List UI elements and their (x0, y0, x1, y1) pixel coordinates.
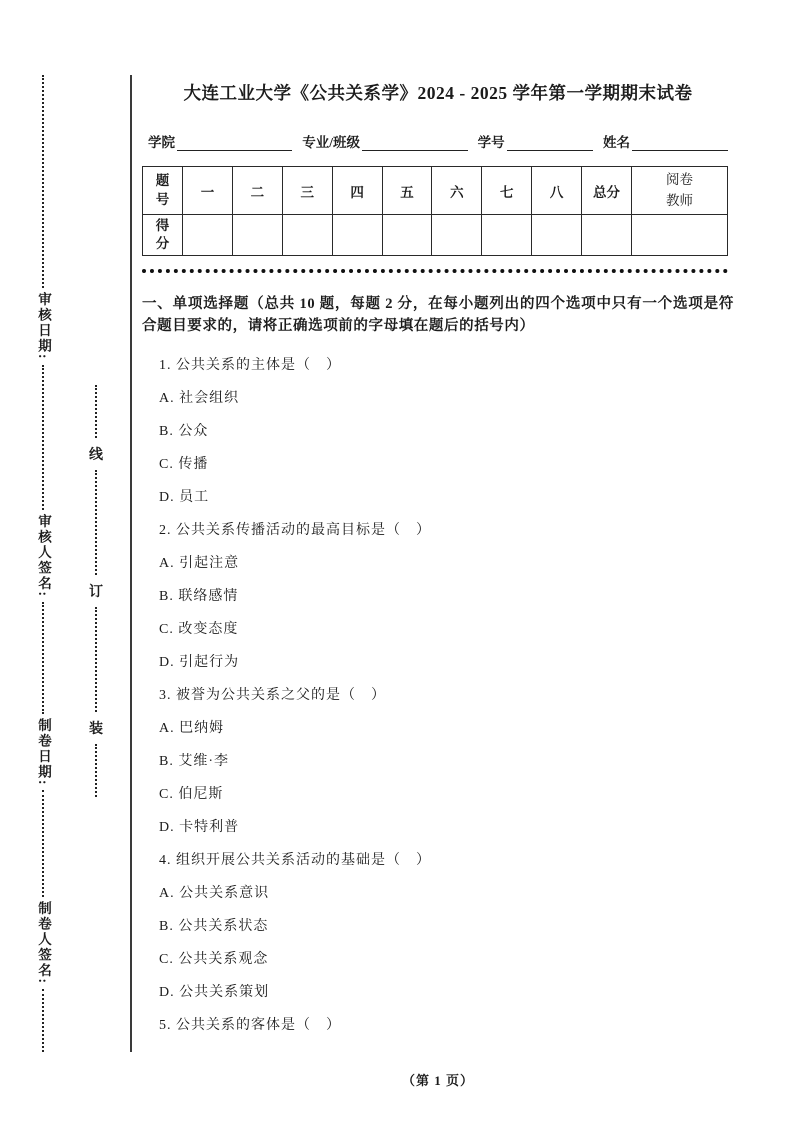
question-4-option-c: C. 公共关系观念 (159, 952, 269, 968)
question-3-option-a: A. 巴纳姆 (159, 721, 225, 737)
grader-cell (632, 215, 728, 256)
score-table (142, 166, 728, 256)
major-class-blank (362, 134, 468, 151)
col-one: 一 (183, 167, 233, 215)
score-cell (582, 215, 632, 256)
col-four: 四 (332, 167, 382, 215)
dotted-line-segment (95, 385, 97, 438)
col-three: 三 (282, 167, 332, 215)
score-table-score-row (143, 215, 728, 256)
dotted-line-segment (95, 607, 97, 712)
score-label: 得分 (143, 215, 183, 256)
page-title: 大连工业大学《公共关系学》2024 - 2025 学年第一学期期末试卷 (183, 83, 693, 103)
col-total: 总分 (582, 167, 632, 215)
question-1-option-d: D. 员工 (159, 490, 210, 506)
question-4-option-d: D. 公共关系策划 (159, 985, 270, 1001)
binding-line-column (84, 385, 108, 797)
page-number: （第 1 页） (401, 1073, 474, 1088)
name-label: 姓名 (602, 135, 630, 150)
question-4: 4. 组织开展公共关系活动的基础是（ ） (159, 853, 431, 869)
college-label: 学院 (148, 135, 175, 150)
exam-content (142, 80, 734, 1041)
question-2-option-a: A. 引起注意 (159, 556, 240, 572)
student-id-blank (507, 134, 593, 151)
grader-label: 阅卷教师 (632, 167, 728, 215)
score-cell (232, 215, 282, 256)
question-3: 3. 被誉为公共关系之父的是（ ） (159, 688, 386, 704)
dotted-line-segment (42, 989, 44, 1052)
question-3-option-d: D. 卡特利普 (159, 820, 240, 836)
student-id-label: 学号 (477, 135, 505, 150)
question-4-option-b: B. 公共关系状态 (159, 919, 269, 935)
name-blank (632, 134, 728, 151)
paper-maker-signature-label: 制卷人签名: (36, 900, 51, 985)
score-cell (532, 215, 582, 256)
question-5: 5. 公共关系的客体是（ ） (159, 1018, 341, 1034)
question-4-option-a: A. 公共关系意识 (159, 886, 270, 902)
dotted-line-segment (42, 602, 44, 714)
dotted-line-segment (95, 744, 97, 797)
dotted-line-segment (42, 790, 44, 897)
score-cell (332, 215, 382, 256)
question-2-option-d: D. 引起行为 (159, 655, 240, 671)
col-eight: 八 (532, 167, 582, 215)
score-cell (282, 215, 332, 256)
question-1-option-b: B. 公众 (159, 424, 209, 440)
section-heading: 一、单项选择题（总共 10 题，每题 2 分，在每小题列出的四个选项中只有一个选项是符合题目要求的，请将正确选项前的字母填在题后的括号内） (142, 296, 734, 335)
col-two: 二 (232, 167, 282, 215)
question-1-option-c: C. 传播 (159, 457, 209, 473)
score-cell (432, 215, 482, 256)
binding-char-zhuang: 装 (89, 722, 103, 738)
dotted-line-segment (95, 470, 97, 575)
dotted-separator (142, 269, 728, 273)
col-six: 六 (432, 167, 482, 215)
dotted-line-segment (42, 365, 44, 510)
score-cell (183, 215, 233, 256)
score-cell (482, 215, 532, 256)
reviewer-signature-label: 审核人签名: (36, 514, 51, 599)
paper-made-date-label: 制卷日期: (36, 717, 51, 787)
binding-char-ding: 订 (89, 585, 103, 600)
content-left-border (130, 75, 132, 1052)
student-info-row (142, 131, 734, 151)
question-1-option-a: A. 社会组织 (159, 391, 240, 407)
question-1: 1. 公共关系的主体是（ ） (159, 358, 341, 374)
question-number-label: 题号 (143, 167, 183, 215)
major-class-label: 专业/班级 (302, 135, 360, 150)
question-2-option-b: B. 联络感情 (159, 589, 239, 605)
question-3-option-c: C. 伯尼斯 (159, 787, 224, 803)
question-3-option-b: B. 艾维·李 (159, 754, 229, 770)
col-seven: 七 (482, 167, 532, 215)
score-table-header-row (143, 167, 728, 215)
score-cell (382, 215, 432, 256)
question-2-option-c: C. 改变态度 (159, 622, 239, 638)
seal-margin-column (28, 75, 58, 1052)
review-date-label: 审核日期: (36, 292, 51, 361)
binding-char-xian: 线 (89, 447, 103, 463)
dotted-line-segment (42, 75, 44, 288)
col-five: 五 (382, 167, 432, 215)
college-blank (177, 134, 292, 151)
question-2: 2. 公共关系传播活动的最高目标是（ ） (159, 523, 431, 539)
question-list (142, 348, 734, 1041)
